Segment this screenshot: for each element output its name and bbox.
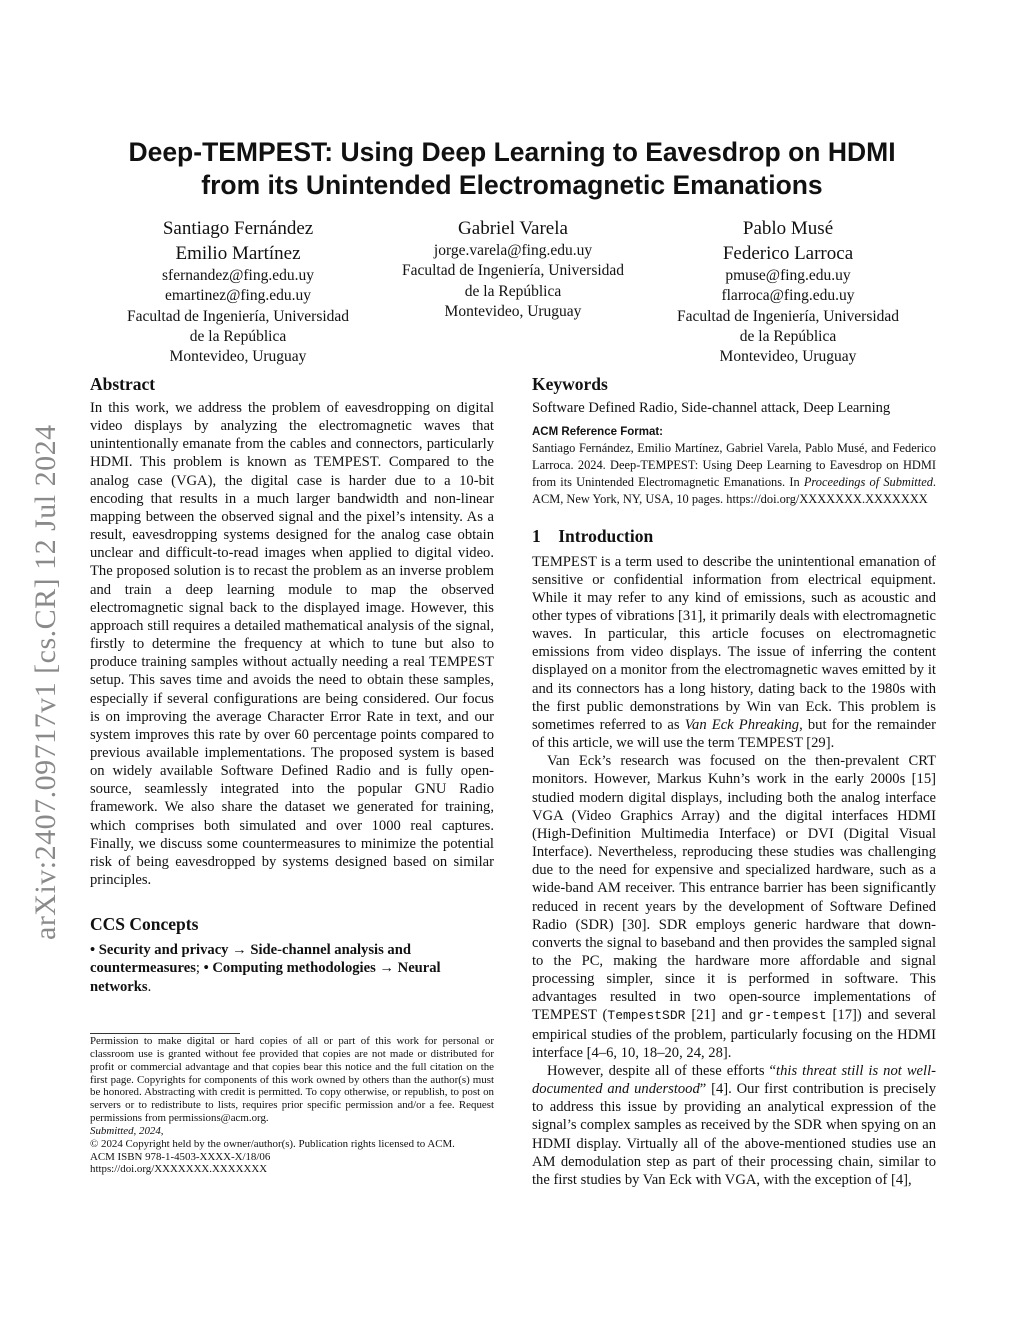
- author-email: flarroca@fing.edu.uy: [721, 287, 855, 305]
- paper-title: [90, 136, 934, 202]
- introduction-heading: 1 Introduction: [532, 525, 654, 546]
- footnote-copyright: © 2024 Copyright held by the owner/author(s). Publication rights licensed to ACM.: [90, 1137, 455, 1150]
- intro-text: [21] and: [685, 1007, 749, 1024]
- title-line-2: from its Unintended Electromagnetic Emanations: [201, 170, 823, 200]
- author-block-2: [373, 216, 653, 322]
- author-location: Montevideo, Uruguay: [169, 348, 307, 366]
- author-affiliation: de la República: [739, 327, 837, 345]
- author-name: Pablo Musé: [742, 218, 834, 239]
- intro-text: However, despite all of these efforts “: [547, 1062, 777, 1079]
- permission-footnote: [90, 1035, 494, 1176]
- intro-code: TempestSDR: [607, 1008, 686, 1024]
- intro-text: [17]) and several empirical studies of the problem, particularly focusing on the HDMI interface [4–6, 10, 18–20, 24, 28].: [532, 1007, 936, 1061]
- ccs-concept-2: • Computing methodologies → Neural networks: [90, 960, 441, 995]
- author-affiliation: Facultad de Ingeniería, Universidad: [676, 307, 900, 325]
- author-email: jorge.varela@fing.edu.uy: [433, 242, 593, 259]
- footnote-isbn: ACM ISBN 978-1-4503-XXXX-X/18/06: [90, 1150, 271, 1163]
- author-affiliation: de la República: [464, 282, 562, 300]
- author-email: sfernandez@fing.edu.uy: [162, 267, 314, 284]
- abstract-text: In this work, we address the problem of eavesdropping on digital video displays by analyzing the electromagnetic waves that unintentionally emanate from the cables and connectors, particularly HDMI. This problem is known as TEMPEST. Compared to the analog case (VGA), the digital case is harder due to a 10-bit encoding that results in a much larger bandwidth and non-linear mapping between the observed signal and the pixel’s intensity. As a result, eavesdropping systems designed for the analog case obtain unclear and difficult-to-read images when applied to digital video. The proposed solution is to recast the problem as an inverse problem and train a deep learning module to map the observed electromagnetic signal back to the displayed image. However, this approach still requires a detailed mathematical analysis of the signal, firstly to determine the frequency at which to tune but also to produce training samples without actually needing a real TEMPEST setup. This saves time and avoids the need to obtain these samples, especially if several configurations are being considered. Our focus is on improving the average Character Error Rate in text, and our system improves this rate by over 60 percentage points compared to previous available implementations. The proposed system is based on widely available Software Defined Radio and is fully open-source, seamlessly integrated into the popular GNU Radio framework. We also share the dataset we generated for training, which comprises both simulated and over 1000 real captures. Finally, we discuss some countermeasures to minimize the potential risk of being eavesdropped by systems designed based on similar principles.: [90, 400, 494, 889]
- author-location: Montevideo, Uruguay: [444, 302, 582, 320]
- author-name: Gabriel Varela: [458, 218, 568, 239]
- left-column: [90, 373, 494, 996]
- author-block-1: [98, 216, 378, 367]
- keywords-text: Software Defined Radio, Side-channel attack, Deep Learning: [532, 400, 891, 416]
- author-name: Santiago Fernández: [162, 218, 314, 239]
- intro-paragraph-2: [532, 752, 936, 1062]
- footnote-doi: https://doi.org/XXXXXXX.XXXXXXX: [90, 1163, 268, 1176]
- intro-text: Van Eck’s research was focused on the then-prevalent CRT monitors. However, Markus Kuhn’s work in the early 2000s [15] studied modern digital displays, including both the analog interface VGA (Video Graphics Array) and the digital interfaces HDMI (High-Definition Multimedia Interface) or DVI (Digital Visual Interface). Nevertheless, reproducing these studies was challenging due to the need for expensive and specialized hardware, such as a wide-band AM receiver. This entrance barrier has been significantly reduced in recent years by the development of Software Defined Radio (SDR) [30]. SDR employs generic hardware that down-converts the signal to baseband and then provides the sampled signal to the PC, making the hardware more affordable and signal processing simpler, since it is performed in software. This advantages resulted in two open-source implementations of TEMPEST (: [532, 753, 936, 1024]
- footnote-divider: [90, 1033, 240, 1034]
- keywords-heading: Keywords: [532, 374, 608, 394]
- acm-reference-part: Santiago Fernández, Emilio Martínez, Gabriel Varela, Pablo Musé, and Federico Larroca. 2024. Deep-TEMPEST: Using Deep Learning to Eavesdrop on HDMI from its Unintended Electromagnetic Emanations. In: [532, 441, 936, 490]
- author-name: Federico Larroca: [722, 243, 854, 264]
- ccs-heading: CCS Concepts: [90, 914, 199, 935]
- footnote-submitted: Submitted, 2024,: [90, 1124, 164, 1137]
- footnote-permission: Permission to make digital or hard copies of all or part of this work for personal or classroom use is granted without fee provided that copies are not made or distributed for profit or commercial advantage and that copies bear this notice and the full citation on the first page. Copyrights for components of this work owned by others than the author(s) must be honored. Abstracting with credit is permitted. To copy otherwise, or republish, to post on servers or to redistribute to lists, requires prior specific permission and/or a fee. Request permissions from permissions@acm.org.: [90, 1035, 494, 1125]
- right-column: [532, 373, 936, 1189]
- intro-code: gr-tempest: [748, 1008, 827, 1024]
- intro-emphasis: this threat still is not well-documented and understood: [532, 1062, 937, 1098]
- author-email: emartinez@fing.edu.uy: [165, 287, 311, 305]
- author-location: Montevideo, Uruguay: [719, 348, 857, 366]
- arxiv-stamp: arXiv:2407.09717v1 [cs.CR] 12 Jul 2024: [29, 424, 62, 940]
- author-affiliation: Facultad de Ingeniería, Universidad: [401, 262, 625, 280]
- acm-reference-heading: ACM Reference Format:: [532, 426, 663, 439]
- author-block-3: [648, 216, 928, 367]
- author-affiliation: Facultad de Ingeniería, Universidad: [126, 307, 350, 325]
- intro-text: ” [4]. Our first contribution is precisely to address this issue by providing an analytical expression of the signal’s complex samples as received by the SDR when spying on an HDMI display. Virtually all of the above-mentioned studies use an AM demodulation step as part of their processing chain, similar to the first studies by Van Eck with VGA, with the exception of [4],: [532, 1081, 936, 1188]
- intro-text: , but for the remainder of this article, we will use the term TEMPEST [29].: [532, 716, 936, 752]
- acm-reference-part: . ACM, New York, NY, USA, 10 pages. https://doi.org/XXXXXXX.XXXXXXX: [532, 475, 936, 507]
- abstract-heading: Abstract: [90, 374, 156, 394]
- title-line-1: Deep-TEMPEST: Using Deep Learning to Eavesdrop on HDMI: [128, 137, 896, 167]
- intro-text: TEMPEST is a term used to describe the unintentional emanation of sensitive or confidential information from electrical equipment. While it may refer to any kind of emissions, such as acoustic and other types of vibrations [31], it primarily deals with electromagnetic waves. In particular, this article focuses on electromagnetic emissions from video displays. The issue of inferring the content displayed on a monitor from the electromagnetic waves emitted by it and its connectors has a long history, dating back to the 1980s with the first public demonstrations by Win van Eck. This problem is sometimes referred to as: [532, 553, 936, 733]
- ccs-concepts: [90, 941, 494, 995]
- ccs-end: .: [147, 978, 152, 995]
- author-name: Emilio Martínez: [175, 243, 301, 264]
- intro-paragraph-1: [532, 553, 936, 753]
- acm-reference-text: [532, 440, 936, 508]
- ccs-separator: ;: [195, 960, 204, 977]
- acm-reference-venue: Proceedings of Submitted: [803, 475, 933, 490]
- author-email: pmuse@fing.edu.uy: [725, 267, 851, 284]
- ccs-concept-1: • Security and privacy → Side-channel analysis and countermeasures: [90, 942, 411, 977]
- intro-paragraph-3: [532, 1062, 936, 1189]
- author-affiliation: de la República: [189, 327, 287, 345]
- intro-emphasis: Van Eck Phreaking: [684, 716, 800, 733]
